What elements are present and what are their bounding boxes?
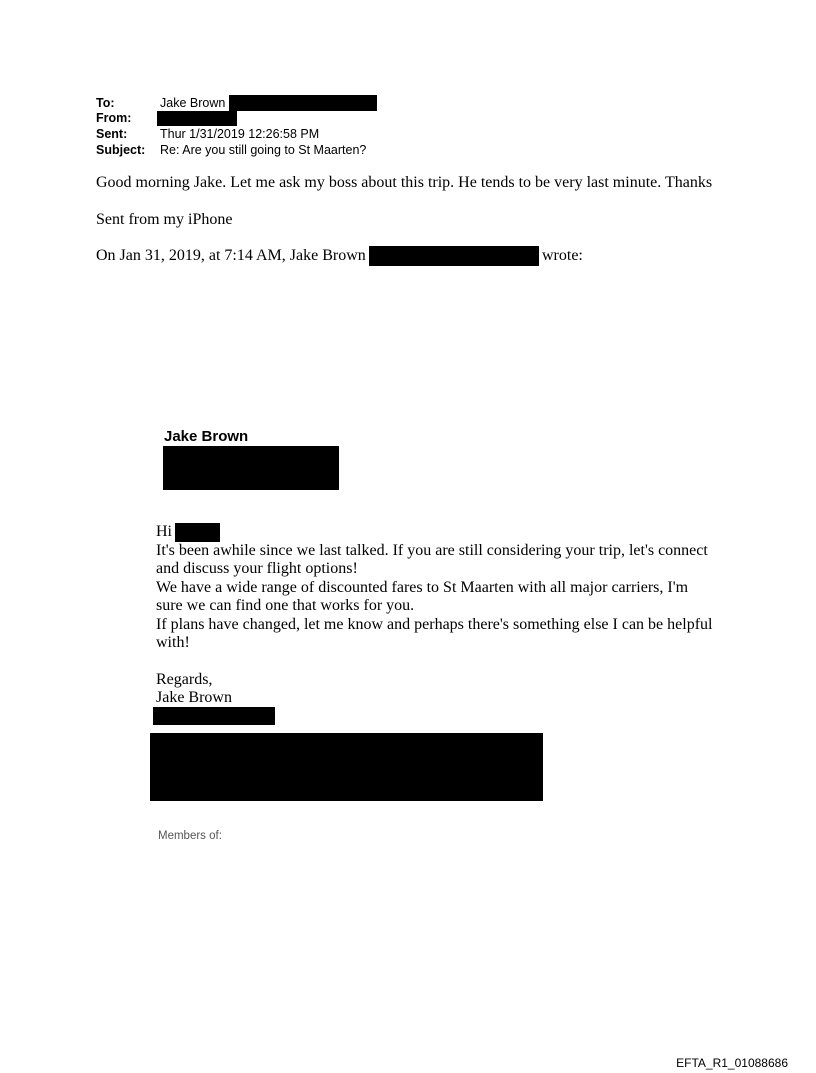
quoted-line: sure we can find one that works for you. [156,597,415,614]
redaction-quote-email [369,246,539,266]
redaction-recipient-name [175,523,220,542]
from-label: From: [96,111,132,125]
to-value: Jake Brown [160,96,226,110]
redaction-signature-image [150,733,543,801]
redaction-to-email [229,95,377,111]
reply-signature: Sent from my iPhone [96,211,233,228]
quoted-line: with! [156,634,190,651]
document-id: EFTA_R1_01088686 [676,1056,788,1070]
redaction-sender-block [163,446,339,490]
sent-value: Thur 1/31/2019 12:26:58 PM [160,127,320,141]
redaction-sender-title [153,707,275,725]
quoted-line: It's been awhile since we last talked. If you are still considering your trip, let's connect [156,542,708,559]
quote-intro [96,246,366,266]
quoted-line: and discuss your flight options! [156,560,358,577]
quoted-line: If plans have changed, let me know and perhaps there's something else I can be helpful [156,616,713,633]
redaction-from [157,111,237,126]
members-label: Members of: [158,830,222,842]
quoted-closing-name: Jake Brown [156,689,232,706]
subject-label: Subject: [96,143,146,157]
subject-value: Re: Are you still going to St Maarten? [160,143,367,157]
quoted-sender-name: Jake Brown [164,428,249,445]
reply-body: Good morning Jake. Let me ask my boss about this trip. He tends to be very last minute. Thanks [96,174,713,191]
to-label: To: [96,96,115,110]
quote-intro-after: wrote: [542,247,583,264]
quoted-closing: Regards, [156,671,213,688]
quote-intro-before: On Jan 31, 2019, at 7:14 AM, Jake Brown [96,247,366,264]
quoted-greeting: Hi [156,523,172,540]
quoted-line: We have a wide range of discounted fares to St Maarten with all major carriers, I'm [156,579,689,596]
sent-label: Sent: [96,127,128,141]
